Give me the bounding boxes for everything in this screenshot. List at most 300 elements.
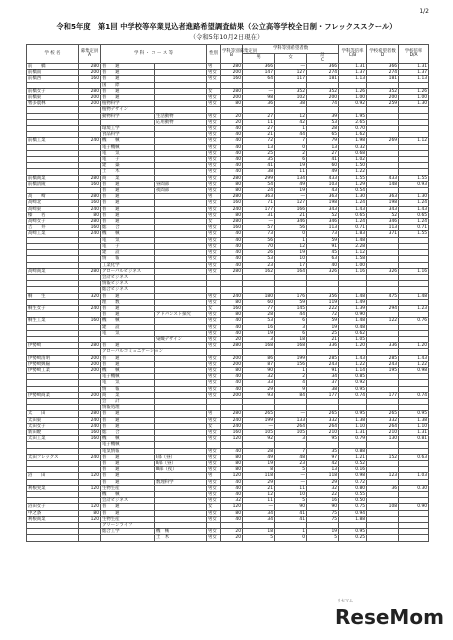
- cell-quota: 80: [221, 101, 243, 107]
- page-number: 1/2: [419, 8, 429, 15]
- cell-school: 高崎東: [27, 206, 79, 212]
- cell-sex: 男女: [207, 169, 221, 175]
- cell-male: 86: [243, 355, 275, 361]
- cell-school: 利根実業: [27, 485, 79, 491]
- cell-ratio: 1.10: [339, 423, 367, 429]
- cell-sex: 男: [207, 194, 221, 200]
- cell-course: 機 械: [101, 231, 155, 237]
- cell-course: 情報処理: [101, 405, 155, 411]
- cell-male: 70: [243, 243, 275, 249]
- cell-female: 1: [275, 529, 307, 535]
- cell-female: ―: [275, 479, 307, 485]
- cell-male: ―: [243, 504, 275, 510]
- cell-ratio: 0.94: [339, 510, 367, 516]
- cell-quota: 200: [221, 361, 243, 367]
- cell-sex: 男女: [207, 95, 221, 101]
- cell-quota: 80: [221, 188, 243, 194]
- cell-school-hope: 433: [367, 175, 399, 181]
- cell-capacity: 200: [79, 355, 101, 361]
- cell-total: 75: [307, 516, 339, 522]
- cell-male: 21: [243, 485, 275, 491]
- cell-school-ratio: 0.65: [399, 212, 429, 218]
- cell-course: 建 設: [101, 324, 155, 330]
- cell-school-ratio: 0.74: [399, 392, 429, 398]
- cell-total: 40: [307, 262, 339, 268]
- cell-quota: 280: [221, 194, 243, 200]
- cell-sub-course: Ⅰ部（昼）: [155, 454, 207, 460]
- cell-ratio: 1.26: [339, 88, 367, 94]
- cell-course: 土 木: [101, 169, 155, 175]
- cell-school-hope: 108: [367, 504, 399, 510]
- cell-female: 7: [275, 448, 307, 454]
- cell-sex: 男女: [207, 492, 221, 498]
- cell-female: 11: [275, 485, 307, 491]
- cell-school-hope: 200: [367, 95, 399, 101]
- cell-course: 普 通: [101, 343, 155, 349]
- cell-female: 168: [275, 343, 307, 349]
- cell-ratio: 1.58: [339, 256, 367, 262]
- cell-sex: 男女: [207, 206, 221, 212]
- cell-male: 180: [243, 293, 275, 299]
- page-subtitle: （令和5年10月2日現在）: [189, 33, 264, 41]
- table-row: [27, 535, 429, 541]
- cell-total: 79: [307, 138, 339, 144]
- cell-female: 7: [275, 138, 307, 144]
- cell-male: 93: [243, 392, 275, 398]
- cell-course: グリーンライフ: [101, 523, 155, 529]
- header-total: 計 C: [307, 54, 339, 64]
- cell-sex: 男: [207, 64, 221, 70]
- cell-ratio: 0.92: [339, 380, 367, 386]
- cell-sub-course: Ⅱ部（昼）: [155, 461, 207, 467]
- cell-male: 19: [243, 461, 275, 467]
- cell-male: ―: [243, 88, 275, 94]
- cell-school: 伊勢崎清明: [27, 355, 79, 361]
- cell-female: 0: [275, 535, 307, 541]
- cell-ratio: 1.31: [339, 64, 367, 70]
- cell-school: 高崎工業: [27, 231, 79, 237]
- cell-ratio: 1.83: [339, 231, 367, 237]
- cell-course: [101, 535, 155, 541]
- header-sex: 性別: [207, 45, 221, 64]
- cell-capacity: 280: [79, 194, 101, 200]
- cell-school: 桐生工業: [27, 318, 79, 324]
- cell-quota: 40: [221, 144, 243, 150]
- cell-female: ―: [275, 411, 307, 417]
- cell-female: 42: [275, 119, 307, 125]
- cell-male: 92: [243, 436, 275, 442]
- cell-ratio: 1.50: [339, 163, 367, 169]
- cell-school-hope: 274: [367, 70, 399, 76]
- cell-sex: 女: [207, 504, 221, 510]
- cell-male: ―: [243, 423, 275, 429]
- cell-school-ratio: 0.71: [399, 225, 429, 231]
- cell-school: 伊勢崎: [27, 343, 79, 349]
- cell-sex: 男女: [207, 454, 221, 460]
- cell-male: 11: [243, 119, 275, 125]
- cell-male: 27: [243, 126, 275, 132]
- header-female: 女: [275, 54, 307, 64]
- cell-school: [27, 535, 79, 541]
- cell-sex: 男女: [207, 101, 221, 107]
- cell-quota: 200: [221, 392, 243, 398]
- cell-sub-course: 応用動物: [155, 119, 207, 125]
- cell-total: 19: [307, 529, 339, 535]
- cell-ratio: 0.16: [339, 467, 367, 473]
- cell-female: 56: [275, 225, 307, 231]
- cell-school-hope: 294: [367, 305, 399, 311]
- cell-ratio: 0.90: [339, 312, 367, 318]
- cell-school-hope: 475: [367, 293, 399, 299]
- cell-sex: 男女: [207, 330, 221, 336]
- cell-ratio: 1.24: [339, 200, 367, 206]
- cell-sex: 男女: [207, 386, 221, 392]
- cell-male: 28: [243, 448, 275, 454]
- cell-ratio: 0.88: [339, 448, 367, 454]
- cell-school-ratio: 0.30: [399, 485, 429, 491]
- cell-total: 13: [307, 144, 339, 150]
- cell-female: 19: [275, 250, 307, 256]
- cell-male: 53: [243, 256, 275, 262]
- cell-school: 沼田女子: [27, 504, 79, 510]
- cell-course: 機 械: [101, 318, 155, 324]
- cell-course: 建 築: [101, 163, 155, 169]
- cell-capacity: 200: [79, 95, 101, 101]
- cell-school-ratio: 1.37: [399, 70, 429, 76]
- cell-school: 榛 名: [27, 212, 79, 218]
- cell-male: 33: [243, 380, 275, 386]
- cell-female: 156: [275, 361, 307, 367]
- cell-total: 103: [307, 181, 339, 187]
- cell-female: 6: [275, 318, 307, 324]
- cell-school-ratio: 1.24: [399, 200, 429, 206]
- cell-total: 95: [307, 436, 339, 442]
- cell-female: 133: [275, 417, 307, 423]
- cell-female: 127: [275, 70, 307, 76]
- cell-course: 普 通: [101, 293, 155, 299]
- cell-school-ratio: 1.31: [399, 429, 429, 435]
- cell-sex: 男女: [207, 429, 221, 435]
- cell-female: 166: [275, 206, 307, 212]
- cell-quota: 80: [221, 467, 243, 473]
- cell-total: 198: [307, 200, 339, 206]
- cell-male: 73: [243, 231, 275, 237]
- cell-quota: 280: [221, 268, 243, 274]
- cell-capacity: 280: [79, 88, 101, 94]
- cell-school: 前橋女子: [27, 88, 79, 94]
- header-school: 学 校 名: [27, 45, 79, 64]
- cell-sex: 男女: [207, 535, 221, 541]
- cell-ratio: 1.98: [339, 138, 367, 144]
- cell-male: 41: [243, 163, 275, 169]
- cell-female: 48: [275, 454, 307, 460]
- cell-sub-course: 昼間部: [155, 181, 207, 187]
- cell-school-ratio: 0.76: [399, 318, 429, 324]
- cell-school: 高崎女子: [27, 219, 79, 225]
- cell-female: 11: [275, 169, 307, 175]
- cell-course: 総合ビジネス: [101, 287, 155, 293]
- cell-school-ratio: 1.20: [399, 343, 429, 349]
- cell-sex: 男女: [207, 479, 221, 485]
- cell-quota: 160: [221, 200, 243, 206]
- cell-course: 動物科学: [101, 113, 155, 119]
- cell-course: 環境工学: [101, 126, 155, 132]
- cell-quota: 80: [221, 367, 243, 373]
- cell-course: 普 通: [101, 200, 155, 206]
- cell-school-hope: 148: [367, 181, 399, 187]
- cell-quota: 240: [221, 206, 243, 212]
- cell-school-ratio: 1.55: [399, 231, 429, 237]
- cell-ratio: 0.80: [339, 485, 367, 491]
- cell-female: 352: [275, 88, 307, 94]
- cell-total: 433: [307, 175, 339, 181]
- cell-ratio: 0.95: [339, 529, 367, 535]
- cell-total: 119: [307, 299, 339, 305]
- cell-course: 普 通: [101, 181, 155, 187]
- cell-quota: 40: [221, 318, 243, 324]
- cell-female: 44: [275, 312, 307, 318]
- cell-male: 56: [243, 237, 275, 243]
- cell-school-hope: 123: [367, 473, 399, 479]
- cell-ratio: 0.95: [339, 386, 367, 392]
- cell-total: 75: [307, 510, 339, 516]
- cell-quota: 40: [221, 479, 243, 485]
- cell-ratio: 0.72: [339, 479, 367, 485]
- cell-school-hope: 130: [367, 436, 399, 442]
- cell-sex: 男女: [207, 163, 221, 169]
- cell-school-ratio: 1.26: [399, 88, 429, 94]
- cell-sex: 男女: [207, 150, 221, 156]
- cell-total: 91: [307, 367, 339, 373]
- cell-male: 363: [243, 194, 275, 200]
- cell-total: 38: [307, 386, 339, 392]
- cell-school: 高崎北: [27, 200, 79, 206]
- table-header: [27, 45, 429, 64]
- cell-school-hope: 198: [367, 200, 399, 206]
- cell-total: 346: [307, 219, 339, 225]
- cell-female: 12: [275, 243, 307, 249]
- cell-school-hope: [367, 535, 399, 541]
- cell-course: 普 通: [101, 473, 155, 479]
- cell-ratio: 0.85: [339, 374, 367, 380]
- header-school-hope: 学校希望者数 D: [367, 45, 399, 64]
- cell-course: 普 通: [101, 305, 155, 311]
- cell-ratio: 0.79: [339, 436, 367, 442]
- cell-female: 199: [275, 355, 307, 361]
- cell-quota: 40: [221, 157, 243, 163]
- cell-total: 59: [307, 318, 339, 324]
- cell-school-ratio: 0.98: [399, 367, 429, 373]
- header-ratio: 学科等倍率 C/B: [339, 45, 367, 64]
- cell-female: 3: [275, 324, 307, 330]
- cell-sex: 男女: [207, 324, 221, 330]
- cell-capacity: 200: [79, 70, 101, 76]
- cell-school-hope: 269: [367, 138, 399, 144]
- cell-school-hope: 195: [367, 367, 399, 373]
- cell-quota: 280: [221, 411, 243, 417]
- cell-total: 91: [307, 243, 339, 249]
- cell-female: 2: [275, 150, 307, 156]
- cell-female: 41: [275, 516, 307, 522]
- cell-total: 366: [307, 64, 339, 70]
- cell-school-hope: 366: [367, 64, 399, 70]
- cell-school-hope: 259: [367, 101, 399, 107]
- cell-capacity: 240: [79, 305, 101, 311]
- cell-school-ratio: 0.90: [399, 504, 429, 510]
- cell-capacity: 280: [79, 219, 101, 225]
- cell-quota: 40: [221, 132, 243, 138]
- cell-ratio: 1.20: [339, 343, 367, 349]
- cell-course: 普 通: [101, 194, 155, 200]
- cell-total: 332: [307, 417, 339, 423]
- cell-quota: 240: [221, 417, 243, 423]
- cell-sex: 男女: [207, 126, 221, 132]
- cell-total: 59: [307, 237, 339, 243]
- cell-female: 41: [275, 510, 307, 516]
- cell-school-hope: 352: [367, 88, 399, 94]
- cell-sex: 男女: [207, 361, 221, 367]
- cell-total: 32: [307, 485, 339, 491]
- cell-course: 機 械: [101, 138, 155, 144]
- cell-male: 19: [243, 330, 275, 336]
- cell-total: 52: [307, 212, 339, 218]
- cell-male: 49: [243, 454, 275, 460]
- cell-course: 機 械: [101, 436, 155, 442]
- cell-female: 6: [275, 157, 307, 163]
- cell-ratio: 1.29: [339, 181, 367, 187]
- cell-school-ratio: 0.93: [399, 181, 429, 187]
- cell-female: 84: [275, 392, 307, 398]
- cell-total: 73: [307, 231, 339, 237]
- cell-school-ratio: 1.24: [399, 219, 429, 225]
- cell-male: 32: [243, 374, 275, 380]
- cell-male: 71: [243, 200, 275, 206]
- cell-course: 電気情報: [101, 448, 155, 454]
- cell-course: 普 通: [101, 219, 155, 225]
- cell-school: 中之条: [27, 510, 79, 516]
- cell-course: 情 報: [101, 256, 155, 262]
- cell-school-ratio: 1.10: [399, 423, 429, 429]
- cell-male: 118: [243, 473, 275, 479]
- cell-capacity: 160: [79, 181, 101, 187]
- cell-sex: 男女: [207, 485, 221, 491]
- cell-quota: 80: [221, 510, 243, 516]
- cell-total: 274: [307, 70, 339, 76]
- cell-quota: 280: [221, 175, 243, 181]
- cell-male: 162: [243, 268, 275, 274]
- cell-school: 伊勢崎工業: [27, 367, 79, 373]
- cell-male: 87: [243, 361, 275, 367]
- cell-school-ratio: 1.38: [399, 417, 429, 423]
- cell-course: 普 通: [101, 212, 155, 218]
- cell-quota: 280: [221, 64, 243, 70]
- cell-female: 1: [275, 367, 307, 373]
- cell-sex: 男女: [207, 293, 221, 299]
- cell-total: 65: [307, 132, 339, 138]
- cell-female: 0: [275, 144, 307, 150]
- cell-male: 105: [243, 429, 275, 435]
- cell-capacity: 320: [79, 293, 101, 299]
- cell-male: 57: [243, 225, 275, 231]
- cell-ratio: 2.28: [339, 243, 367, 249]
- cell-course: 普 通: [101, 188, 155, 194]
- cell-school: 前橋南: [27, 70, 79, 76]
- cell-female: 38: [275, 101, 307, 107]
- cell-total: 181: [307, 76, 339, 82]
- cell-quota: 160: [221, 429, 243, 435]
- cell-female: 105: [275, 429, 307, 435]
- cell-total: 21: [307, 336, 339, 342]
- cell-male: 27: [243, 113, 275, 119]
- cell-ratio: 2.65: [339, 119, 367, 125]
- cell-female: 117: [275, 76, 307, 82]
- cell-male: 90: [243, 367, 275, 373]
- cell-ratio: 1.49: [339, 299, 367, 305]
- cell-total: 343: [307, 206, 339, 212]
- cell-sex: 男女: [207, 312, 221, 318]
- cell-course: 情報ビジネス: [101, 281, 155, 287]
- cell-male: 54: [243, 181, 275, 187]
- cell-school-ratio: 0.81: [399, 436, 429, 442]
- cell-male: ―: [243, 219, 275, 225]
- cell-school-ratio: 1.30: [399, 101, 429, 107]
- cell-sex: 男女: [207, 144, 221, 150]
- cell-sex: 男女: [207, 132, 221, 138]
- cell-male: 21: [243, 132, 275, 138]
- cell-sub-course: アドバンスト探究: [155, 312, 207, 318]
- cell-sex: 女: [207, 219, 221, 225]
- cell-total: 27: [307, 150, 339, 156]
- cell-course: 機 械: [101, 492, 155, 498]
- cell-school-ratio: 1.13: [399, 76, 429, 82]
- cell-quota: 120: [221, 504, 243, 510]
- cell-total: 29: [307, 479, 339, 485]
- cell-male: 35: [243, 157, 275, 163]
- cell-quota: 80: [221, 312, 243, 318]
- cell-sex: 男女: [207, 461, 221, 467]
- cell-school: 高 崎: [27, 194, 79, 200]
- cell-sex: 男女: [207, 367, 221, 373]
- cell-sex: 男女: [207, 250, 221, 256]
- cell-sex: 男女: [207, 231, 221, 237]
- cell-school-ratio: 1.03: [399, 473, 429, 479]
- cell-school-hope: 210: [367, 429, 399, 435]
- cell-capacity: 200: [79, 367, 101, 373]
- cell-male: 366: [243, 64, 275, 70]
- cell-school-hope: 177: [367, 392, 399, 398]
- cell-course: 会 計: [101, 398, 155, 404]
- cell-school-hope: 332: [367, 417, 399, 423]
- cell-ratio: 0.98: [339, 473, 367, 479]
- cell-male: 177: [243, 206, 275, 212]
- cell-school-hope: 346: [367, 219, 399, 225]
- cell-female: 12: [275, 113, 307, 119]
- cell-ratio: 1.55: [339, 175, 367, 181]
- cell-sex: 男女: [207, 113, 221, 119]
- cell-capacity: 280: [79, 175, 101, 181]
- cell-course: グローバルビジネス: [101, 268, 155, 274]
- cell-sex: 男女: [207, 510, 221, 516]
- cell-female: 0: [275, 231, 307, 237]
- cell-male: 168: [243, 343, 275, 349]
- cell-course: 工業化学: [101, 262, 155, 268]
- cell-total: 34: [307, 374, 339, 380]
- cell-female: 264: [275, 423, 307, 429]
- cell-sex: 男: [207, 411, 221, 417]
- cell-capacity: 80: [79, 212, 101, 218]
- cell-total: 200: [307, 95, 339, 101]
- header-school-ratio: 学校倍率 D/A: [399, 45, 429, 64]
